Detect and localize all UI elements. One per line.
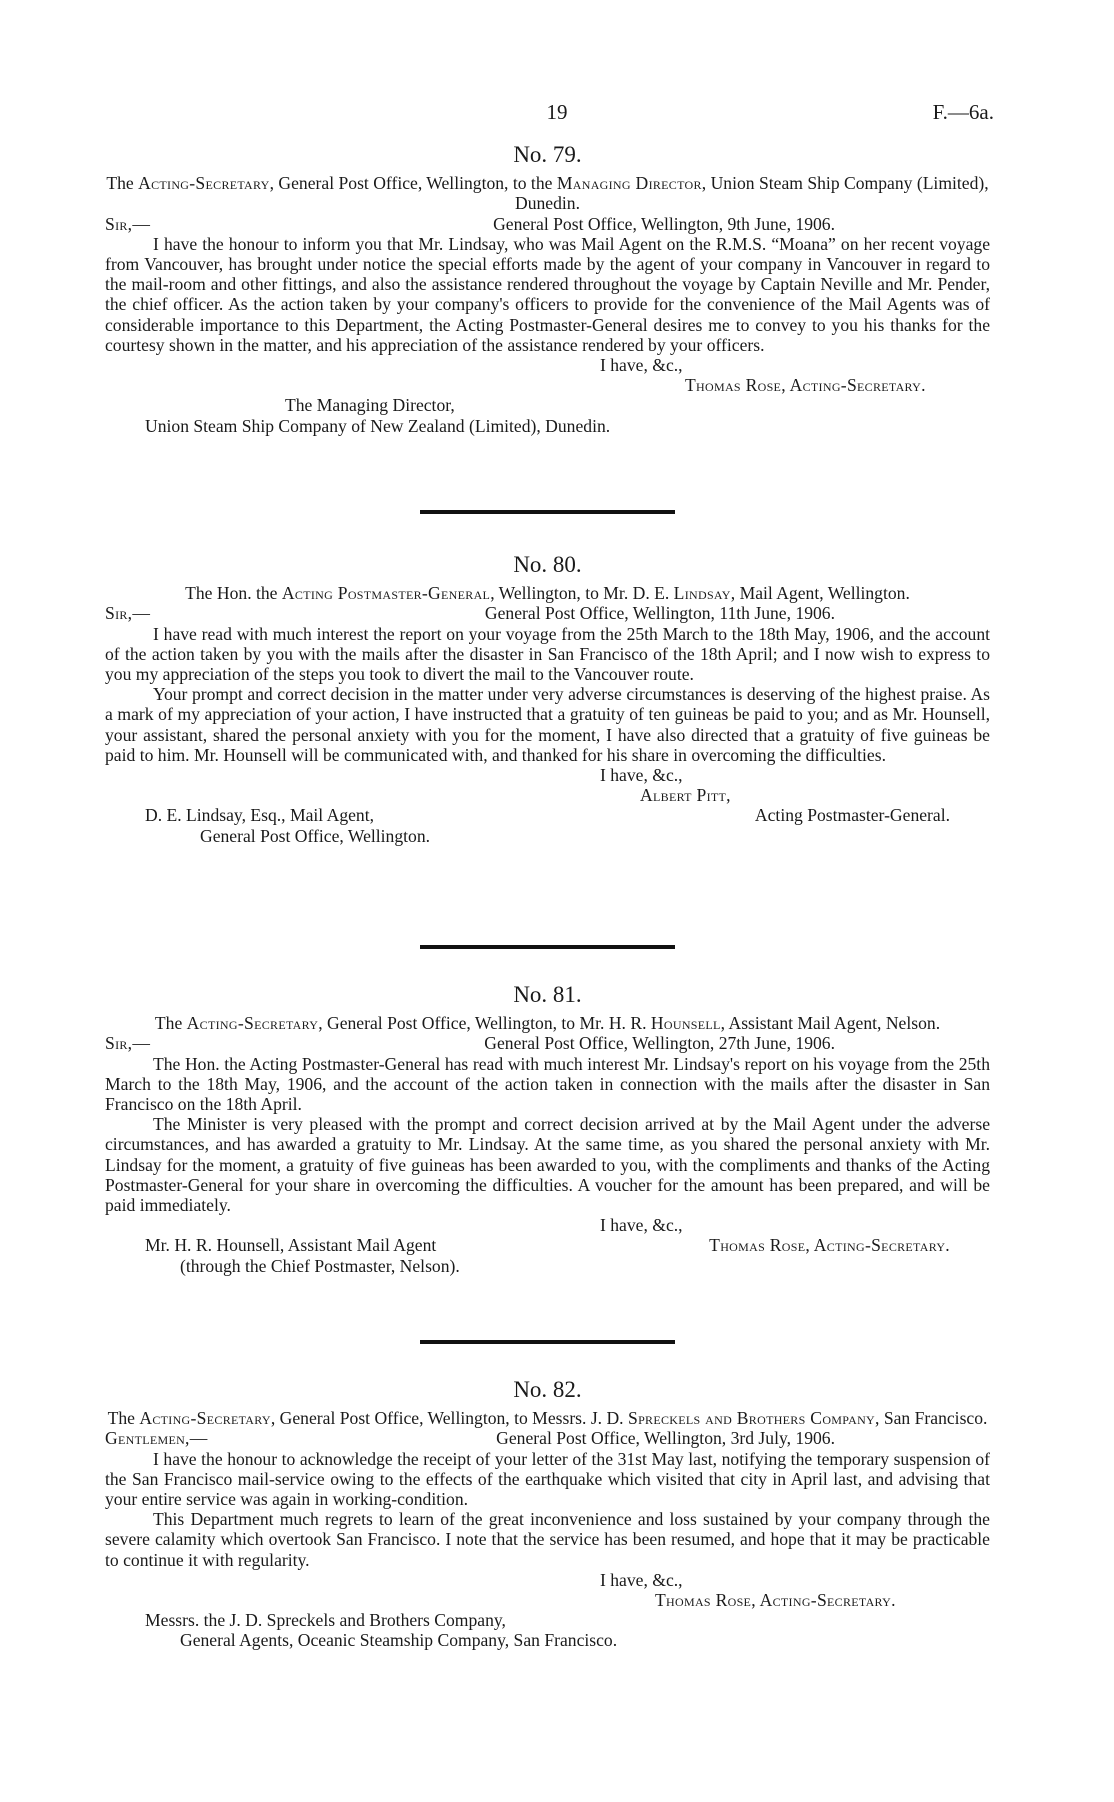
heading-text: , General Post Office, Wellington, to Messrs. J. D. [270,1408,628,1429]
heading-text: , Union Steam Ship Company (Limited), Dunedin. [515,173,989,214]
letter-81 [105,982,990,1276]
letter-number: No. 82. [513,1377,582,1402]
heading-text: , Wellington, to Mr. D. E. [490,583,674,604]
letter-paragraph: I have the honour to acknowledge the receipt of your letter of the 31st May last, notifying the temporary suspension of the San Francisco mail-service owing to the effects of the earthquake which visited that city in April last, and advising that your entire service was again in working-condition. [105,1448,990,1510]
address-line: D. E. Lindsay, Esq., Mail Agent, [145,805,375,826]
letter-heading [105,1408,990,1428]
date-line: General Post Office, Wellington, 9th June, 1906. [493,213,835,234]
heading-recipient: Spreckels and Brothers Company [627,1408,876,1429]
signature: Thomas Rose, Acting-Secretary. [709,1235,950,1256]
letter-80 [105,552,990,846]
letter-heading [105,173,990,213]
date-line: General Post Office, Wellington, 3rd July, 1906. [496,1428,835,1449]
closing: I have, &c., [600,355,683,376]
signature-title: Acting Postmaster-General. [754,805,950,826]
letter-paragraph: I have the honour to inform you that Mr. Lindsay, who was Mail Agent on the R.M.S. “Moana” on her recent voyage from Vancouver, has brought under notice the special efforts made by the agent of your company in Vancouver in regard to the mail-room and other fittings, and also the assistance rendered throughout the voyage by Captain Neville and Mr. Pender, the chief officer. As the action taken by your company's officers to provide for the convenience of the Mail Agents was of considerable importance to this Department, the Acting Postmaster-General desires me to convey to you his thanks for the courtesy shown in the matter, and his appreciation of the assistance rendered by your officers. [105,233,990,355]
letter-paragraph: This Department much regrets to learn of the great inconvenience and loss sustained by your company through the severe calamity which overtook San Francisco. I note that the service has been resumed, and hope that it may be practicable to continue it with regularity. [105,1509,990,1570]
signature: Thomas Rose, Acting-Secretary. [655,1590,896,1611]
salutation-row [105,1428,990,1448]
address-line: Union Steam Ship Company of New Zealand (Limited), Dunedin. [145,415,611,436]
address-line: (through the Chief Postmaster, Nelson). [180,1255,460,1276]
heading-text: , San Francisco. [875,1408,988,1429]
closing: I have, &c., [600,1215,683,1236]
section-divider [420,1340,675,1344]
date-line: General Post Office, Wellington, 27th June, 1906. [484,1033,835,1054]
closing: I have, &c., [600,765,683,786]
letter-paragraph: The Minister is very pleased with the prompt and correct decision arrived at by the Mail Agent under the adverse circumstances, and has awarded a gratuity to Mr. Lindsay. At the same time, as you shared the personal anxiety with Mr. Lindsay for the moment, a gratuity of five guineas has been awarded to you, with the compliments and thanks of the Acting Postmaster-General for your share in overcoming the difficulties. A voucher for the amount has been prepared, and will be paid immediately. [105,1114,990,1216]
heading-sender: Acting-Secretary [186,1013,319,1034]
salutation: Sir,— [105,603,151,624]
heading-recipient: Managing Director [556,173,702,194]
salutation-row [105,603,990,623]
letter-paragraph: Your prompt and correct decision in the matter under very adverse circumstances is deserving of the highest praise. As a mark of my appreciation of your action, I have instructed that a gratuity of ten guineas be paid to you; and as Mr. Hounsell, your assistant, shared the personal anxiety with you for the moment, I have also directed that a gratuity of five guineas be paid to him. Mr. Hounsell will be communicated with, and thanked for his share in overcoming the difficulties. [105,684,990,765]
heading-text: , Mail Agent, Wellington. [730,583,910,604]
heading-sender: Acting-Secretary [139,1408,271,1429]
letter-paragraph: I have read with much interest the report on your voyage from the 25th March to the 18th May, 1906, and the account of the action taken by you with the mails after the disaster in San Francisco of the 18th April; and I now wish to express to you my appreciation of the steps you took to divert the mail to the Vancouver route. [105,623,990,685]
letter-paragraph: The Hon. the Acting Postmaster-General has read with much interest Mr. Lindsay's report on his voyage from the 25th March to the 18th May, 1906, and the account of the action taken in connection with the mails after the disaster in San Francisco on the 18th April. [105,1053,990,1115]
letter-82 [105,1377,990,1651]
letter-number: No. 79. [513,142,582,167]
salutation-row [105,1033,990,1053]
address-line: The Managing Director, [285,395,455,416]
salutation-row [105,214,990,234]
address-line: Messrs. the J. D. Spreckels and Brothers Company, [145,1610,506,1631]
heading-text: , General Post Office, Wellington, to Mr. H. R. [318,1013,651,1034]
heading-text: , Assistant Mail Agent, Nelson. [720,1013,941,1034]
salutation: Sir,— [105,1033,151,1054]
salutation: Gentlemen,— [105,1428,208,1449]
heading-text: The Hon. the [185,583,282,604]
address-line: General Agents, Oceanic Steamship Company, San Francisco. [180,1630,618,1651]
address-line: General Post Office, Wellington. [200,825,431,846]
signature: Thomas Rose, Acting-Secretary. [685,375,926,396]
address-line: Mr. H. R. Hounsell, Assistant Mail Agent [145,1235,437,1256]
heading-text: The [106,173,139,194]
letter-number: No. 81. [513,982,582,1007]
letter-79 [105,142,990,436]
document-reference: F.—6a. [932,100,994,124]
closing: I have, &c., [600,1569,683,1590]
heading-text: The [107,1408,140,1429]
heading-sender: Acting-Secretary [138,173,270,194]
heading-recipient: Lindsay [673,583,731,604]
heading-sender: Acting Postmaster-General [281,583,491,604]
heading-text: , General Post Office, Wellington, to the [269,173,557,194]
heading-text: The [154,1013,187,1034]
salutation: Sir,— [105,213,151,234]
signature: Albert Pitt, [640,785,731,806]
letter-number: No. 80. [513,552,582,577]
date-line: General Post Office, Wellington, 11th June, 1906. [484,603,835,624]
section-divider [420,510,675,514]
address-signature-row [105,805,990,825]
section-divider [420,945,675,949]
letter-heading [105,1013,990,1033]
page-number: 19 [546,100,568,124]
letter-heading [105,583,990,603]
heading-recipient: Hounsell [650,1013,721,1034]
address-signature-row [105,1235,990,1255]
